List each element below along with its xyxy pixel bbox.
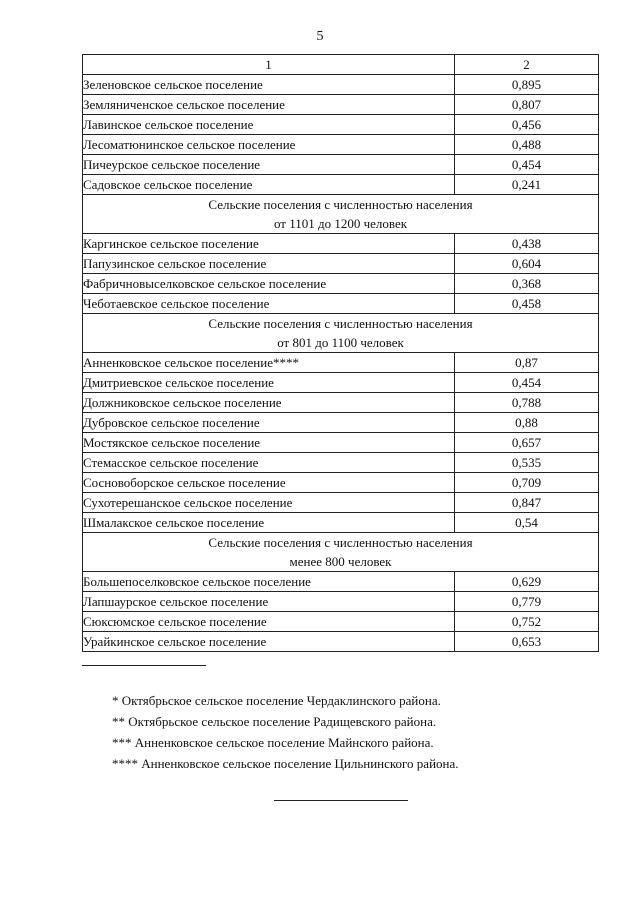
coefficient-value: 0,535 <box>455 453 599 473</box>
group-title-line2: от 801 до 1100 человек <box>277 335 404 350</box>
table-row <box>83 135 599 155</box>
table-row <box>83 513 599 533</box>
table-row <box>83 115 599 135</box>
settlement-name: Сосновоборское сельское поселение <box>83 473 455 493</box>
table-row <box>83 75 599 95</box>
table-row <box>83 433 599 453</box>
footnote-3: *** Анненковское сельское поселение Майнского района. <box>112 735 434 750</box>
settlement-name: Мостякское сельское поселение <box>83 433 455 453</box>
footnote-4: **** Анненковское сельское поселение Цильнинского района. <box>112 756 459 771</box>
settlement-name: Анненковское сельское поселение**** <box>83 353 455 373</box>
table-row <box>83 254 599 274</box>
coefficient-value: 0,779 <box>455 592 599 612</box>
coefficient-value: 0,456 <box>455 115 599 135</box>
group-header-row <box>83 195 599 234</box>
table-row <box>83 612 599 632</box>
coefficient-value: 0,752 <box>455 612 599 632</box>
settlement-name: Фабричновыселковское сельское поселение <box>83 274 455 294</box>
table-row <box>83 592 599 612</box>
settlement-name: Чеботаевское сельское поселение <box>83 294 455 314</box>
coefficient-value: 0,54 <box>455 513 599 533</box>
group-title <box>83 195 599 234</box>
table-row <box>83 473 599 493</box>
page-number: 5 <box>316 29 324 44</box>
coefficient-value: 0,657 <box>455 433 599 453</box>
settlement-name: Стемасское сельское поселение <box>83 453 455 473</box>
table-row <box>83 175 599 195</box>
table-row <box>83 95 599 115</box>
settlement-name: Сюксюмское сельское поселение <box>83 612 455 632</box>
footnotes <box>112 690 459 774</box>
settlement-name: Должниковское сельское поселение <box>83 393 455 413</box>
settlements-table <box>82 54 599 652</box>
group-title-line1: Сельские поселения с численностью населения <box>208 197 473 212</box>
group-header-row <box>83 314 599 353</box>
table-row <box>83 353 599 373</box>
settlement-name: Шмалакское сельское поселение <box>83 513 455 533</box>
coefficient-value: 0,847 <box>455 493 599 513</box>
table-row <box>83 155 599 175</box>
coefficient-value: 0,88 <box>455 413 599 433</box>
table-row <box>83 393 599 413</box>
settlement-name: Урайкинское сельское поселение <box>83 632 455 652</box>
coefficient-value: 0,895 <box>455 75 599 95</box>
table-row <box>83 413 599 433</box>
group-title <box>83 533 599 572</box>
group-title <box>83 314 599 353</box>
coefficient-value: 0,653 <box>455 632 599 652</box>
coefficient-value: 0,454 <box>455 155 599 175</box>
group-title-line2: менее 800 человек <box>289 554 392 569</box>
column-header-2: 2 <box>455 55 599 75</box>
coefficient-value: 0,458 <box>455 294 599 314</box>
table-header-row <box>83 55 599 75</box>
settlement-name: Земляниченское сельское поселение <box>83 95 455 115</box>
footnote-2: ** Октябрьское сельское поселение Радищевского района. <box>112 714 437 729</box>
coefficient-value: 0,807 <box>455 95 599 115</box>
group-title-line1: Сельские поселения с численностью населения <box>208 535 473 550</box>
coefficient-value: 0,454 <box>455 373 599 393</box>
settlement-name: Дмитриевское сельское поселение <box>83 373 455 393</box>
coefficient-value: 0,438 <box>455 234 599 254</box>
table-row <box>83 373 599 393</box>
footnote-1: * Октябрьское сельское поселение Чердаклинского района. <box>112 693 441 708</box>
group-title-line2: от 1101 до 1200 человек <box>273 216 408 231</box>
settlement-name: Дубровское сельское поселение <box>83 413 455 433</box>
table-row <box>83 493 599 513</box>
settlement-name: Большепоселковское сельское поселение <box>83 572 455 592</box>
settlement-name: Папузинское сельское поселение <box>83 254 455 274</box>
coefficient-value: 0,87 <box>455 353 599 373</box>
settlement-name: Зеленовское сельское поселение <box>83 75 455 95</box>
table-row <box>83 453 599 473</box>
coefficient-value: 0,629 <box>455 572 599 592</box>
group-title-line1: Сельские поселения с численностью населения <box>208 316 473 331</box>
coefficient-value: 0,488 <box>455 135 599 155</box>
settlement-name: Лавинское сельское поселение <box>83 115 455 135</box>
coefficient-value: 0,709 <box>455 473 599 493</box>
settlement-name: Пичеурское сельское поселение <box>83 155 455 175</box>
table-row <box>83 572 599 592</box>
group-header-row <box>83 533 599 572</box>
settlement-name: Садовское сельское поселение <box>83 175 455 195</box>
settlement-name: Каргинское сельское поселение <box>83 234 455 254</box>
table-row <box>83 274 599 294</box>
settlement-name: Лесоматюнинское сельское поселение <box>83 135 455 155</box>
table-row <box>83 294 599 314</box>
coefficient-value: 0,368 <box>455 274 599 294</box>
table-row <box>83 234 599 254</box>
coefficient-value: 0,788 <box>455 393 599 413</box>
column-header-1: 1 <box>83 55 455 75</box>
footnote-separator <box>82 665 206 666</box>
end-separator <box>274 800 408 801</box>
settlement-name: Сухотерешанское сельское поселение <box>83 493 455 513</box>
settlement-name: Лапшаурское сельское поселение <box>83 592 455 612</box>
coefficient-value: 0,241 <box>455 175 599 195</box>
coefficient-value: 0,604 <box>455 254 599 274</box>
table-row <box>83 632 599 652</box>
